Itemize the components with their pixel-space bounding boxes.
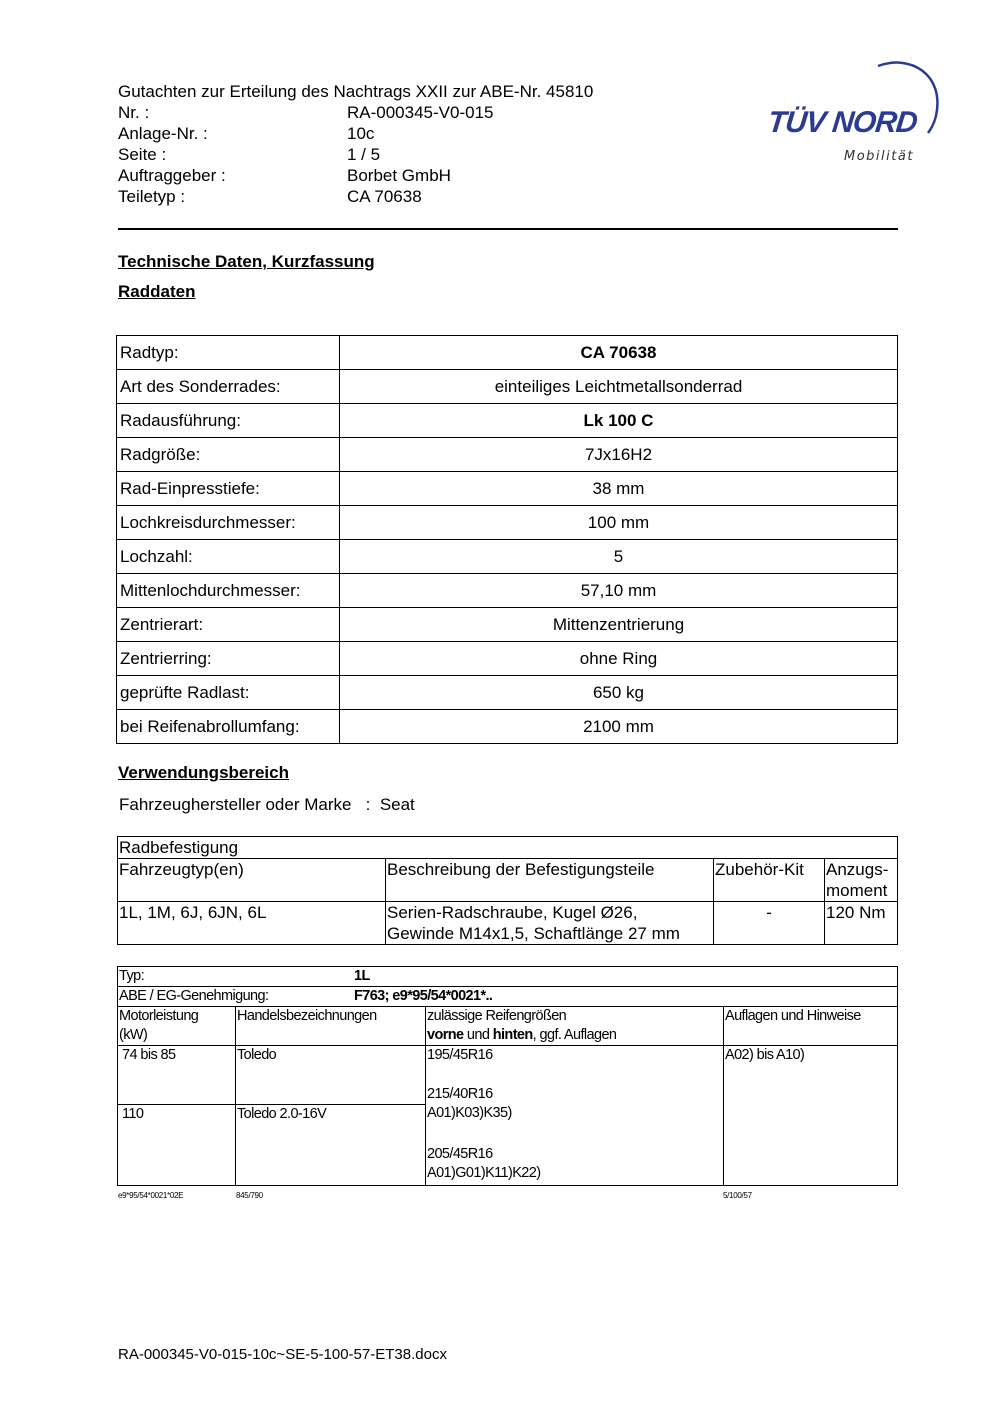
table-header-row xyxy=(118,859,898,902)
description-line: Serien-Radschraube, Kugel Ø26, xyxy=(387,903,638,922)
abe-row xyxy=(118,987,898,1007)
table-row xyxy=(118,967,898,987)
cell-power: 110 xyxy=(118,1105,236,1186)
row-value: CA 70638 xyxy=(340,336,898,370)
footnote: 5/100/57 xyxy=(723,1191,752,1200)
header-line xyxy=(427,1026,722,1045)
row-label: geprüfte Radlast: xyxy=(117,676,340,710)
table-row xyxy=(117,506,898,540)
header-bold-front: vorne xyxy=(427,1027,464,1043)
header-text: und xyxy=(463,1027,493,1043)
row-label: bei Reifenabrollumfang: xyxy=(117,710,340,744)
header-label: Anlage-Nr. : xyxy=(118,124,208,143)
table-row xyxy=(118,837,898,859)
row-value: 100 mm xyxy=(340,506,898,540)
column-header-line: moment xyxy=(826,881,888,900)
row-label: Lochzahl: xyxy=(117,540,340,574)
table-row xyxy=(117,710,898,744)
table-row xyxy=(118,1046,898,1105)
header-label: Teiletyp : xyxy=(118,187,186,206)
footer-filename: RA-000345-V0-015-10c~SE-5-100-57-ET38.docx xyxy=(118,1346,447,1363)
header-value: 1 / 5 xyxy=(347,145,381,164)
table-row xyxy=(117,438,898,472)
logo-subtitle: Mobilität xyxy=(844,149,914,164)
header-divider xyxy=(118,228,898,230)
header-row xyxy=(118,123,593,144)
column-header-line: Anzugs- xyxy=(826,860,889,879)
header-value: CA 70638 xyxy=(347,187,422,206)
table-row xyxy=(117,608,898,642)
column-header xyxy=(825,859,898,902)
header-row xyxy=(118,165,593,186)
footnote: 845/790 xyxy=(236,1191,263,1200)
table-row xyxy=(117,404,898,438)
row-value: 57,10 mm xyxy=(340,574,898,608)
cell-notes: A02) bis A10) xyxy=(724,1046,898,1186)
header-line: Motorleistung xyxy=(119,1008,199,1024)
header-label: Seite : xyxy=(118,145,167,164)
table-row xyxy=(117,574,898,608)
row-value: ohne Ring xyxy=(340,642,898,676)
footnote: e9*95/54*0021*02E xyxy=(118,1191,184,1200)
row-label: Rad-Einpresstiefe: xyxy=(117,472,340,506)
row-label: Radtyp: xyxy=(117,336,340,370)
table-row xyxy=(117,642,898,676)
section-heading: Verwendungsbereich xyxy=(118,763,289,782)
table-row xyxy=(117,370,898,404)
logo-wordmark: TÜV NORD xyxy=(766,106,919,139)
tire-line: A01)K03)K35) xyxy=(427,1105,512,1121)
row-value: 7Jx16H2 xyxy=(340,438,898,472)
typ-value: 1L xyxy=(354,968,370,984)
table-row xyxy=(118,902,898,945)
typ-row xyxy=(118,967,898,987)
header-row xyxy=(118,144,593,165)
row-value: einteiliges Leichtmetallsonderrad xyxy=(340,370,898,404)
table-row xyxy=(118,987,898,1007)
tire-line: 195/45R16 xyxy=(427,1047,493,1063)
header-value: 10c xyxy=(347,124,375,143)
header-label: Auftraggeber : xyxy=(118,166,226,185)
table-row xyxy=(117,472,898,506)
header-label: Nr. : xyxy=(118,103,150,122)
table-row xyxy=(117,676,898,710)
column-header: Beschreibung der Befestigungsteile xyxy=(386,859,714,902)
cell-torque: 120 Nm xyxy=(825,902,898,945)
row-value: 5 xyxy=(340,540,898,574)
befestigung-table xyxy=(117,836,898,945)
header-bold-rear: hinten xyxy=(492,1027,533,1043)
cell-tires xyxy=(426,1046,724,1186)
description-line: Gewinde M14x1,5, Schaftlänge 27 mm xyxy=(387,924,680,943)
usage-value: Seat xyxy=(379,795,415,814)
usage-separator: : xyxy=(365,795,371,814)
document-header xyxy=(118,81,593,207)
document-title: Gutachten zur Erteilung des Nachtrags XXII zur ABE-Nr. 45810 xyxy=(118,82,594,101)
header-line: zulässige Reifengrößen xyxy=(427,1008,567,1024)
table-title: Radbefestigung xyxy=(118,837,898,859)
header-line: (kW) xyxy=(119,1027,148,1043)
usage-label: Fahrzeughersteller oder Marke xyxy=(119,795,352,814)
column-header: Fahrzeugtyp(en) xyxy=(118,859,386,902)
tire-line: 215/40R16 xyxy=(427,1086,493,1102)
header-row xyxy=(118,102,593,123)
header-row xyxy=(118,186,593,207)
row-value: Mittenzentrierung xyxy=(340,608,898,642)
table-header-row xyxy=(118,1007,898,1046)
abe-label: ABE / EG-Genehmigung: xyxy=(119,988,269,1004)
row-label: Art des Sonderrades: xyxy=(117,370,340,404)
row-value: 38 mm xyxy=(340,472,898,506)
usage-line xyxy=(119,795,415,815)
header-value: RA-000345-V0-015 xyxy=(347,103,494,122)
typ-table xyxy=(117,966,898,1186)
row-label: Mittenlochdurchmesser: xyxy=(117,574,340,608)
section-heading: Raddaten xyxy=(118,282,196,301)
table-row xyxy=(117,336,898,370)
cell-name: Toledo xyxy=(236,1046,426,1105)
table-row xyxy=(117,540,898,574)
section-heading: Technische Daten, Kurzfassung xyxy=(118,252,375,271)
raddaten-table xyxy=(116,335,898,744)
row-label: Zentrierart: xyxy=(117,608,340,642)
cell-kit: - xyxy=(714,902,825,945)
header-value: Borbet GmbH xyxy=(347,166,451,185)
cell-description xyxy=(386,902,714,945)
typ-label: Typ: xyxy=(119,968,144,984)
column-header: Zubehör-Kit xyxy=(714,859,825,902)
column-header: Handelsbezeichnungen xyxy=(236,1007,426,1046)
row-value: 2100 mm xyxy=(340,710,898,744)
row-value: 650 kg xyxy=(340,676,898,710)
row-label: Lochkreisdurchmesser: xyxy=(117,506,340,540)
abe-value: F763; e9*95/54*0021*.. xyxy=(354,988,493,1004)
tuv-nord-logo xyxy=(760,56,945,171)
column-header xyxy=(118,1007,236,1046)
header-text: , ggf. Auflagen xyxy=(532,1027,617,1043)
row-value: Lk 100 C xyxy=(340,404,898,438)
column-header: Auflagen und Hinweise xyxy=(724,1007,898,1046)
tire-line: 205/45R16 xyxy=(427,1146,493,1162)
tire-line: A01)G01)K11)K22) xyxy=(427,1165,541,1181)
row-label: Radgröße: xyxy=(117,438,340,472)
cell-power: 74 bis 85 xyxy=(118,1046,236,1105)
row-label: Radausführung: xyxy=(117,404,340,438)
column-header xyxy=(426,1007,724,1046)
row-label: Zentrierring: xyxy=(117,642,340,676)
cell-name: Toledo 2.0-16V xyxy=(236,1105,426,1186)
cell-types: 1L, 1M, 6J, 6JN, 6L xyxy=(118,902,386,945)
